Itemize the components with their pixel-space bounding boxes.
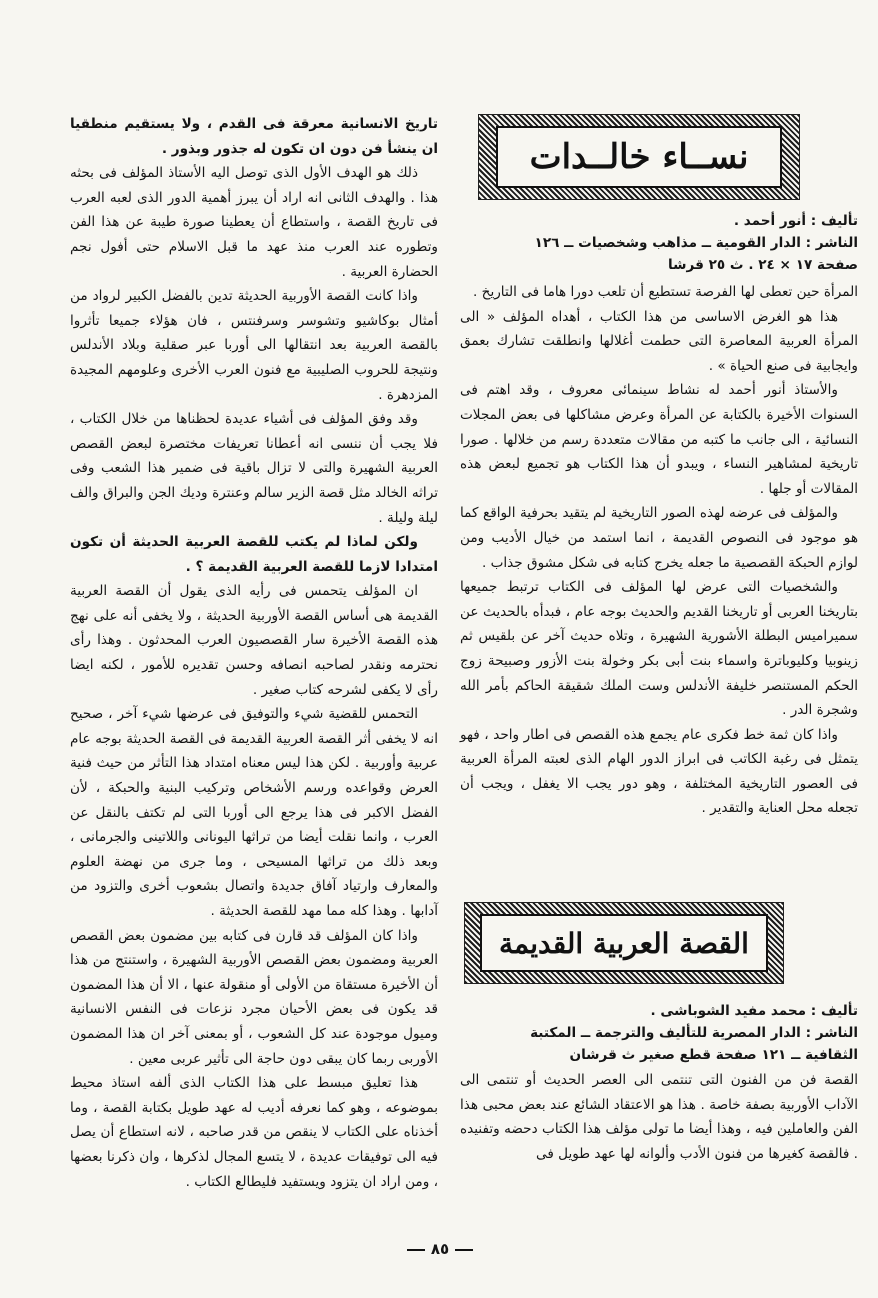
article2-author: تأليف : محمد مفيد الشوباشى . [650, 1003, 858, 1019]
left-paragraph-9: هذا تعليق مبسط على هذا الكتاب الذى ألفه استاذ محيط بموضوعه ، وهو كما نعرفه أديب له عهد طويل بكتابة القصة ، وما أخذناه على الكتاب لا ينقص من قدر صاحبه ، لانه استطاع أن يصل فيه الى توفيقات عديدة ، لا يتسع المجال لذكرها ، وان ذكرنا بعضها ، ومن اراد ان يتزود ويستفيد فليطالع الكتاب . [70, 1075, 438, 1190]
article2-paragraph-1: القصة فن من الفنون التى تنتمى الى العصر الحديث أو تنتمى الى الآداب الأوربية بصفة خاصة . هذا هو الاعتقاد الشائع عند بعض محبى هذا الفن والعاملين فيه ، وهذا أيضا ما تولى مؤلف هذا الكتاب دحضه وتفنيده . فالقصة كغيرها من فنون الأدب وألوانه لها عهد طويل فى [460, 1072, 858, 1162]
left-paragraph-4: وقد وفق المؤلف فى أشياء عديدة لحظناها من خلال الكتاب ، فلا يجب أن ننسى انه أعطانا تعريفات مختصرة لبعض القصص العربية الشهيرة والتى لا تزال باقية فى ضمير هذا الشعب وفى تراثه الخالد مثل قصة الزير سالم وعنترة وديك الجن والبراق والف ليلة وليلة . [70, 411, 438, 526]
left-paragraph-2: ذلك هو الهدف الأول الذى توصل اليه الأستاذ المؤلف فى بحثه هذا . والهدف الثانى انه اراد أن يبرز أهمية الدور الذى لعبه العرب فى تاريخ القصة ، واستطاع أن يعطينا صورة طيبة عن هذا الفن وتطوره عند العرب منذ عهد ما قبل الاسلام حتى أفول نجم الحضارة العربية . [70, 165, 438, 280]
article2-publisher: الناشر : الدار المصرية للتأليف والترجمة ــ المكتبة [530, 1025, 858, 1041]
article1-paragraph-4: والمؤلف فى عرضه لهذه الصور التاريخية لم يتقيد بحرفية الواقع كما هو موجود فى النصوص القديمة ، انما استمد من خيال الأديب ومن لوازم الحبكة القصصية ما جعله يخرج كتابه فى شكل مشوق جذاب . [460, 505, 858, 571]
left-paragraph-7: التحمس للقضية شيء والتوفيق فى عرضها شيء آخر ، صحيح انه لا يخفى أثر القصة العربية القديمة فى القصة الحديثة بوجه عام عربية وأوربية . لكن هذا ليس معناه امتداد هذا التأثر من حيث فنية العرض وقواعده ورسم الأشخاص وتركيب البنية والحبكة ، لأن الفضل الاكبر فى هذا يرجع الى أوربا التى لم تكتف بالنقل عن العرب ، وانما نقلت أيضا من تراثها اليونانى واللاتينى والجرمانى ، وبعد ذلك من تراثها المسيحى ، وما جرى من نهضة العلوم والمعارف وارتياد آفاق جديدة واتصال بشعوب أخرى والتزود من آدابها . وهذا كله مما مهد للقصة الحديثة . [70, 706, 438, 919]
left-paragraph-1: تاريخ الانسانية معرقة فى القدم ، ولا يستقيم منطقيا ان ينشأ فن دون ان تكون له جذور وبذور . [70, 116, 438, 157]
left-paragraph-5: ولكن لماذا لم يكتب للقصة العربية الحديثة أن تكون امتدادا لازما للقصة العربية القديمة ؟ . [70, 534, 438, 575]
article1-publisher: الناشر : الدار القومية ــ مذاهب وشخصيات ــ ١٢٦ [534, 235, 858, 251]
article2-title: القصة العربية القديمة [499, 926, 749, 960]
article2-title-box [464, 902, 784, 984]
left-paragraph-8: واذا كان المؤلف قد قارن فى كتابه بين مضمون بعض القصص العربية ومضمون بعض القصص الأوربية الشهيرة ، واستنتج من هذا أن الأخيرة مستقاة من الأولى أو منقولة عنها ، الا أن هذا المضمون قد يكون فى بعض الأحيان مجرد نزعات فى النفس الانسانية وميول موجودة عند كل الشعوب ، أو بمعنى آخر ان هذا المضمون الأوربى ربما كان يبقى دون حاجة الى تأثير عربى معين . [70, 927, 438, 1067]
article1-body [460, 280, 858, 821]
article1-meta [460, 210, 858, 276]
left-paragraph-6: ان المؤلف يتحمس فى رأيه الذى يقول أن القصة العربية القديمة هى أساس القصة الأوربية الحديثة ، ولا يخفى أنه على نهج هذه القصة الأخيرة سار القصصيون العرب المحدثون . وهذا رأى نحترمه ونقدر لصاحبه انصافه وحسن تقديره للأمور ، لكنه ايضا رأى لا يكفى لشرحه كتاب صغير . [70, 583, 438, 698]
left-paragraph-3: واذا كانت القصة الأوربية الحديثة تدين بالفضل الكبير لرواد من أمثال بوكاشيو وتشوسر وسرفنتس ، فان هؤلاء جميعا تأثروا بالقصة العربية بعد انتقالها الى أوربا عبر صقلية وبلاد الأندلس ونتيجة للحروب الصليبية مع فنون العرب الأخرى وعلومهم المجيدة المزدهرة . [70, 288, 438, 403]
article1-title-box [478, 114, 800, 200]
article1-paragraph-2: هذا هو الغرض الاساسى من هذا الكتاب ، أهداه المؤلف « الى المرأة العربية المعاصرة التى حطمت أغلالها وانطلقت تشارك بعمق وايجابية فى صنع الحياة » . [460, 308, 858, 374]
article1-author: تأليف : أنور أحمد . [733, 213, 858, 229]
article2-pages-price: الثقافية ــ ١٢١ صفحة قطع صغير ث قرشان [569, 1047, 858, 1063]
article1-pages-price: صفحة ١٧ × ٢٤ . ث ٢٥ قرشا [668, 257, 858, 273]
article1-paragraph-1: المرأة حين تعطى لها الفرصة تستطيع أن تلعب دورا هاما فى التاريخ . [473, 284, 858, 300]
article1-paragraph-6: واذا كان ثمة خط فكرى عام يجمع هذه القصص فى اطار واحد ، فهو يتمثل فى رغبة الكاتب فى ابراز الدور الهام الذى لعبته المرأة العربية فى العصور التاريخية المختلفة ، وهو دور يجب الا يغفل ، ويجب أن تجعله محل العناية والتقدير . [460, 726, 858, 817]
article1-paragraph-5: والشخصيات التى عرض لها المؤلف فى الكتاب ترتبط جميعها بتاريخنا العربى أو تاريخنا القديم والحديث بوجه عام ، فبدأه بالحديث عن سميراميس البطلة الأشورية الشهيرة ، وتلاه حديث آخر عن بلقيس ثم زينوبيا وكليوباترة واسماء بنت أبى بكر وخولة بنت الأزور وصبيحة زوج الحكم المستنصر خليفة الأندلس وست الملك شقيقة الحاكم بأمر الله وشجرة الدر . [460, 579, 858, 719]
article1-title: نســاء خالــدات [529, 137, 749, 177]
article2-body [460, 1068, 858, 1166]
page-number: ٨٥ [395, 1240, 485, 1258]
article2-meta [460, 1000, 858, 1066]
article1-paragraph-3: والأستاذ أنور أحمد له نشاط سينمائى معروف ، وقد اهتم فى السنوات الأخيرة بالكتابة عن المرأة وعرض مشاكلها فى بعض المجلات النسائية ، الى جانب ما كتبه من مقالات متعددة رسم من خلالها . صورا تاريخية لمشاهير النساء ، ويبدو أن هذا الكتاب هو تجميع لبعض هذه المقالات أو جلها . [460, 382, 858, 497]
left-column [70, 112, 438, 1194]
